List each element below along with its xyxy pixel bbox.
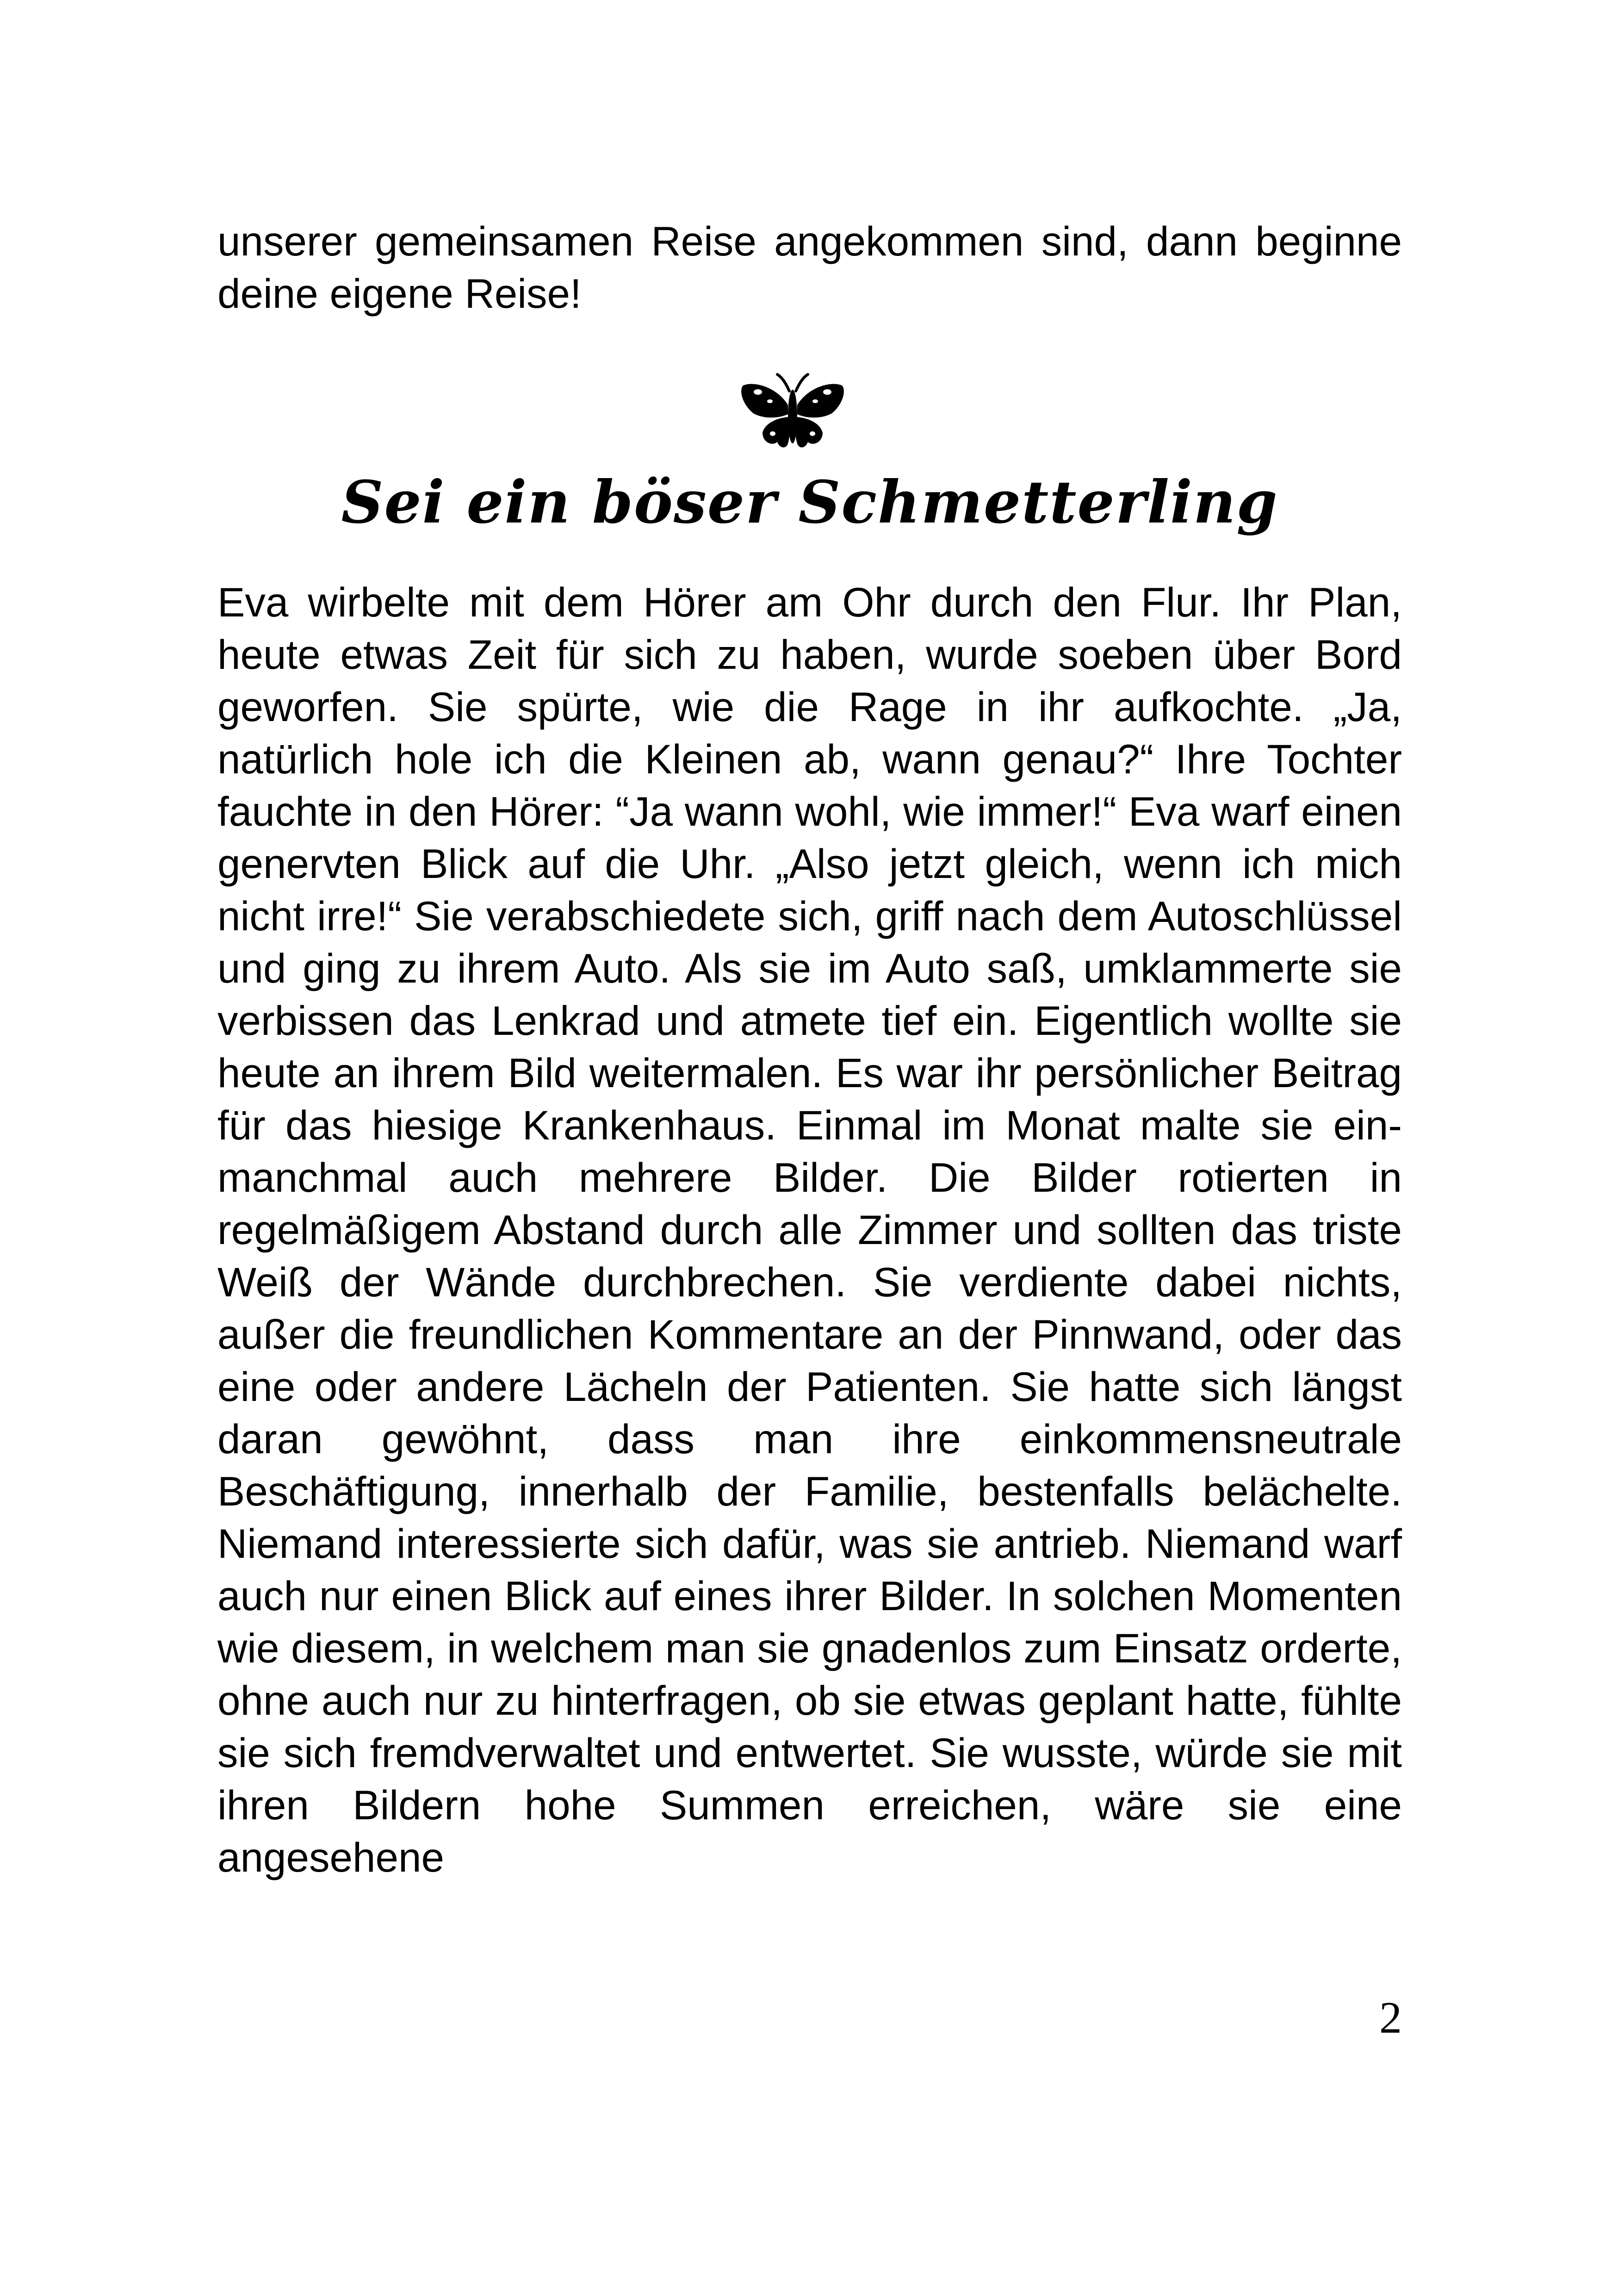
body-paragraph: Eva wirbelte mit dem Hörer am Ohr durch den Flur. Ihr Plan, heute etwas Zeit für sich zu haben, wurde soeben über Bord geworfen. Sie spürte, wie die Rage in ihr aufkochte. „Ja, natürlich hole ich die Kleinen ab, wann genau?“ Ihre Tochter fauchte in den Hörer: “Ja wann wohl, wie immer!“ Eva warf einen genervten Blick auf die Uhr. „Also jetzt gleich, wenn ich mich nicht irre!“ Sie verabschiedete sich, griff nach dem Autoschlüssel und ging zu ihrem Auto. Als sie im Auto saß, umklammerte sie verbissen das Lenkrad und atmete tief ein. Eigentlich wollte sie heute an ihrem Bild weitermalen. Es war ihr persönlicher Beitrag für das hiesige Krankenhaus. Einmal im Monat malte sie ein- manchmal auch mehrere Bilder. Die Bilder rotierten in regelmäßigem Abstand durch alle Zimmer und sollten das triste Weiß der Wände durchbrechen. Sie verdiente dabei nichts, außer die freundlichen Kommentare an der Pinnwand, oder das eine oder andere Lächeln der Patienten. Sie hatte sich längst daran gewöhnt, dass man ihre einkommensneutrale Beschäftigung, innerhalb der Familie, bestenfalls belächelte. Niemand interessierte sich dafür, was sie antrieb. Niemand warf auch nur einen Blick auf eines ihrer Bilder. In solchen Momenten wie diesem, in welchem man sie gnadenlos zum Einsatz orderte, ohne auch nur zu hinterfragen, ob sie etwas geplant hatte, fühlte sie sich fremdverwaltet und entwertet. Sie wusste, würde sie mit ihren Bildern hohe Summen erreichen, wäre sie eine angesehene [217,579,1402,1880]
butterfly-icon [739,373,846,451]
intro-paragraph: unserer gemeinsamen Reise angekommen sind, dann beginne deine eigene Reise! [217,218,1402,317]
chapter-title: Sei ein böser Schmetterling [341,468,1278,536]
page-number: 2 [1379,1993,1402,2043]
